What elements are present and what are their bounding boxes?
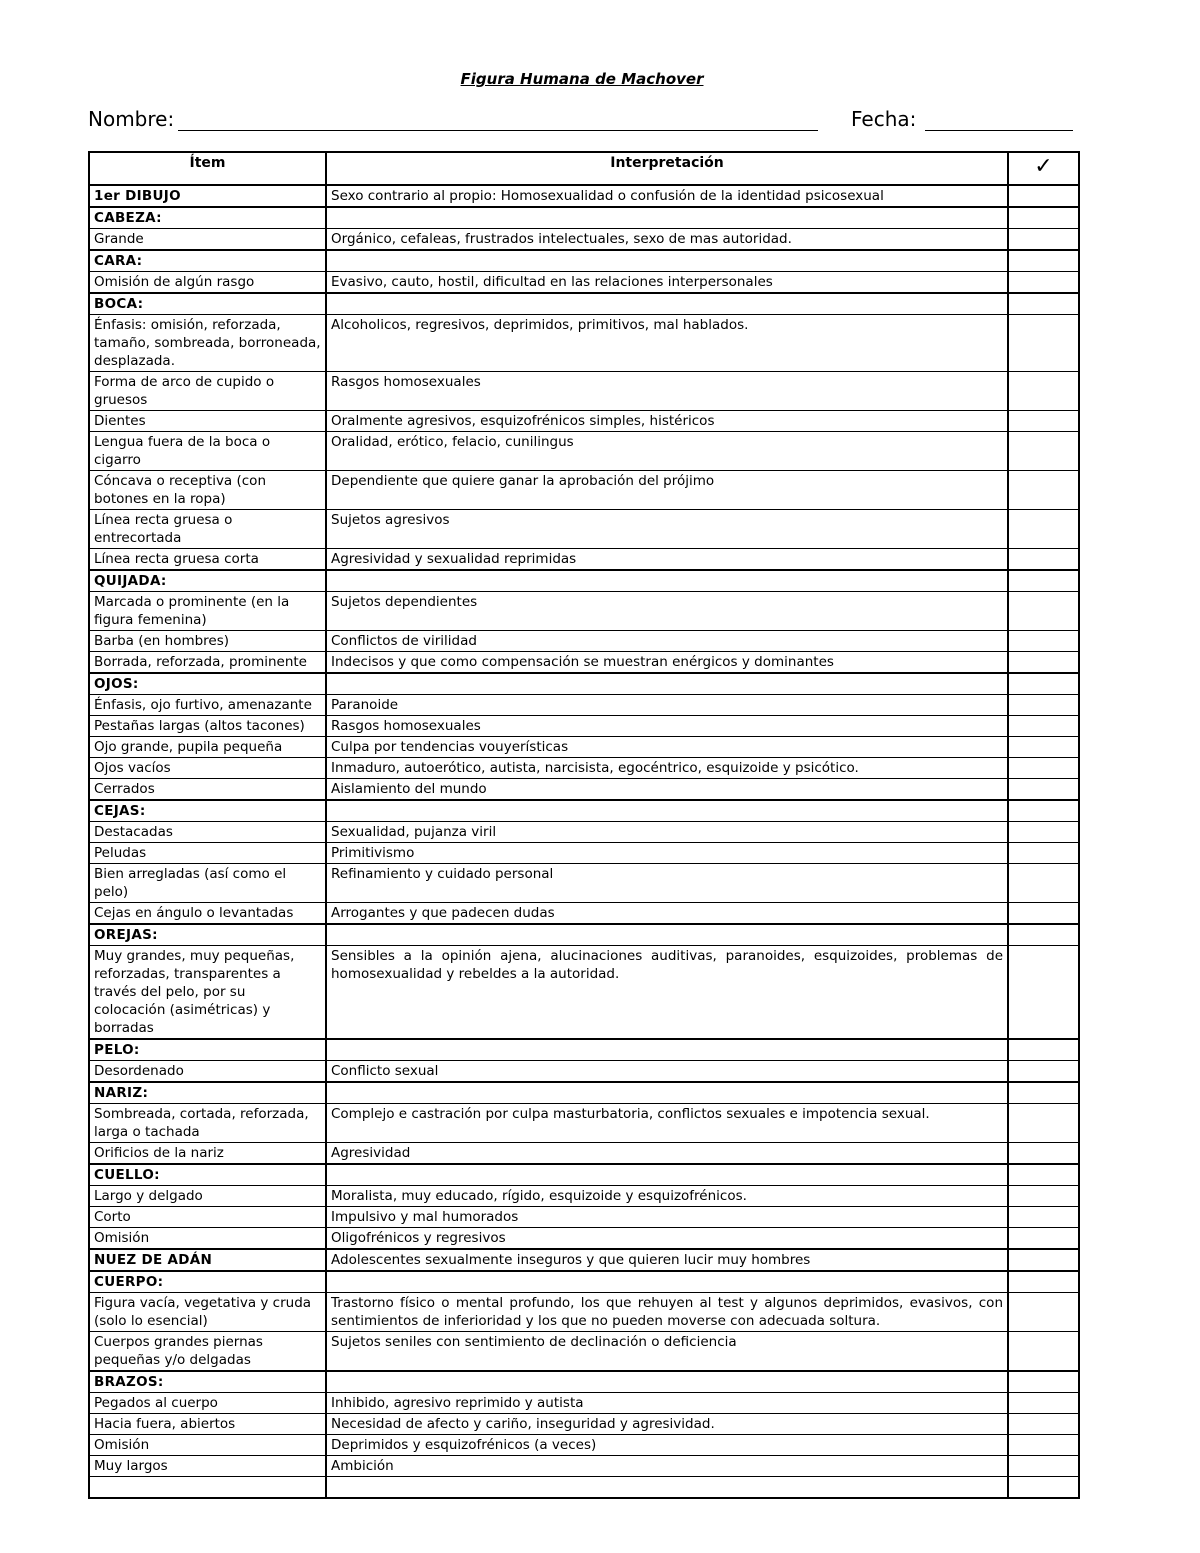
section-heading: OREJAS: <box>89 924 326 946</box>
table-row <box>89 903 1079 925</box>
check-cell[interactable] <box>1008 822 1079 843</box>
interpretation-cell <box>326 1039 1008 1061</box>
item-cell: Cóncava o receptiva (con botones en la ropa) <box>89 471 326 510</box>
check-cell[interactable] <box>1008 432 1079 471</box>
table-row <box>89 432 1079 471</box>
table-row <box>89 1104 1079 1143</box>
section-heading: CUELLO: <box>89 1164 326 1186</box>
interpretation-cell: Rasgos homosexuales <box>326 372 1008 411</box>
table-body <box>89 185 1079 1498</box>
item-cell: Grande <box>89 229 326 251</box>
table-row <box>89 372 1079 411</box>
item-cell: Pegados al cuerpo <box>89 1393 326 1414</box>
interpretation-cell: Inmaduro, autoerótico, autista, narcisista, egocéntrico, esquizoide y psicótico. <box>326 758 1008 779</box>
section-heading: CUERPO: <box>89 1271 326 1293</box>
interpretation-cell <box>326 293 1008 315</box>
section-heading: OJOS: <box>89 673 326 695</box>
check-cell[interactable] <box>1008 758 1079 779</box>
interpretation-cell: Oralmente agresivos, esquizofrénicos simples, histéricos <box>326 411 1008 432</box>
interpretation-cell <box>326 800 1008 822</box>
check-cell[interactable] <box>1008 1061 1079 1083</box>
interpretation-cell: Conflicto sexual <box>326 1061 1008 1083</box>
interpretation-cell: Agresividad y sexualidad reprimidas <box>326 549 1008 571</box>
table-row <box>89 1477 1079 1499</box>
table-row <box>89 592 1079 631</box>
table-section-row <box>89 570 1079 592</box>
interpretation-cell <box>326 924 1008 946</box>
date-field[interactable] <box>851 107 1073 133</box>
item-cell: Pestañas largas (altos tacones) <box>89 716 326 737</box>
header-item: Ítem <box>89 152 326 185</box>
name-field[interactable] <box>88 107 818 133</box>
check-cell[interactable] <box>1008 1228 1079 1250</box>
table-row <box>89 843 1079 864</box>
check-cell[interactable] <box>1008 843 1079 864</box>
interpretation-cell: Adolescentes sexualmente inseguros y que quieren lucir muy hombres <box>326 1249 1008 1271</box>
item-cell: Lengua fuera de la boca o cigarro <box>89 432 326 471</box>
table-row <box>89 652 1079 674</box>
name-label: Nombre: <box>88 107 175 131</box>
table-row <box>89 822 1079 843</box>
interpretation-cell: Rasgos homosexuales <box>326 716 1008 737</box>
check-cell[interactable] <box>1008 1249 1079 1271</box>
item-cell: Corto <box>89 1207 326 1228</box>
check-cell[interactable] <box>1008 1207 1079 1228</box>
table-section-row <box>89 250 1079 272</box>
table-row <box>89 1228 1079 1250</box>
item-cell: Largo y delgado <box>89 1186 326 1207</box>
item-cell: Desordenado <box>89 1061 326 1083</box>
interpretation-cell: Alcoholicos, regresivos, deprimidos, primitivos, mal hablados. <box>326 315 1008 372</box>
table-row <box>89 1061 1079 1083</box>
table-row <box>89 1435 1079 1456</box>
table-section-row <box>89 1271 1079 1293</box>
check-cell[interactable] <box>1008 411 1079 432</box>
interpretation-cell: Moralista, muy educado, rígido, esquizoide y esquizofrénicos. <box>326 1186 1008 1207</box>
table-row <box>89 229 1079 251</box>
check-cell[interactable] <box>1008 864 1079 903</box>
check-cell[interactable] <box>1008 1456 1079 1477</box>
document-title: Figura Humana de Machover <box>460 70 704 88</box>
check-cell[interactable] <box>1008 1371 1079 1393</box>
interpretation-cell <box>326 1477 1008 1499</box>
table-row <box>89 779 1079 801</box>
table-row <box>89 716 1079 737</box>
table-row <box>89 1332 1079 1372</box>
interpretation-cell: Ambición <box>326 1456 1008 1477</box>
check-cell[interactable] <box>1008 592 1079 631</box>
check-cell[interactable] <box>1008 800 1079 822</box>
item-cell: Énfasis, ojo furtivo, amenazante <box>89 695 326 716</box>
check-cell[interactable] <box>1008 1271 1079 1293</box>
item-cell: Omisión de algún rasgo <box>89 272 326 294</box>
check-cell[interactable] <box>1008 185 1079 207</box>
interpretation-cell <box>326 1271 1008 1293</box>
table-section-row <box>89 293 1079 315</box>
interpretation-cell: Aislamiento del mundo <box>326 779 1008 801</box>
item-cell: Ojos vacíos <box>89 758 326 779</box>
interpretation-cell: Complejo e castración por culpa masturbatoria, conflictos sexuales e impotencia sexual. <box>326 1104 1008 1143</box>
table-header-row <box>89 152 1079 185</box>
table-row <box>89 1186 1079 1207</box>
table-section-row <box>89 800 1079 822</box>
item-cell: Línea recta gruesa corta <box>89 549 326 571</box>
interpretation-cell: Deprimidos y esquizofrénicos (a veces) <box>326 1435 1008 1456</box>
item-cell: Forma de arco de cupido o gruesos <box>89 372 326 411</box>
table-row <box>89 758 1079 779</box>
item-cell: Omisión <box>89 1435 326 1456</box>
check-cell[interactable] <box>1008 510 1079 549</box>
table-row <box>89 272 1079 294</box>
table-row <box>89 1293 1079 1332</box>
interpretation-cell: Evasivo, cauto, hostil, dificultad en las relaciones interpersonales <box>326 272 1008 294</box>
item-cell: Destacadas <box>89 822 326 843</box>
item-cell: Peludas <box>89 843 326 864</box>
interpretation-cell: Sensibles a la opinión ajena, alucinaciones auditivas, paranoides, esquizoides, problemas de homosexualidad y rebeldes a la autoridad. <box>326 946 1008 1040</box>
check-cell[interactable] <box>1008 229 1079 251</box>
interpretation-cell: Trastorno físico o mental profundo, los que rehuyen al test y algunos deprimidos, evasivos, con sentimientos de inferioridad y los que no pueden moverse con adecuada soltura. <box>326 1293 1008 1332</box>
check-cell[interactable] <box>1008 1186 1079 1207</box>
check-cell[interactable] <box>1008 471 1079 510</box>
table-row <box>89 1393 1079 1414</box>
check-cell[interactable] <box>1008 1082 1079 1104</box>
table-row <box>89 411 1079 432</box>
interpretation-cell: Arrogantes y que padecen dudas <box>326 903 1008 925</box>
interpretation-cell: Culpa por tendencias vouyerísticas <box>326 737 1008 758</box>
interpretation-cell: Dependiente que quiere ganar la aprobación del prójimo <box>326 471 1008 510</box>
interpretation-cell: Indecisos y que como compensación se muestran enérgicos y dominantes <box>326 652 1008 674</box>
check-cell[interactable] <box>1008 1164 1079 1186</box>
table-row <box>89 549 1079 571</box>
interpretation-cell <box>326 570 1008 592</box>
check-cell[interactable] <box>1008 737 1079 758</box>
check-cell[interactable] <box>1008 779 1079 801</box>
table-section-row <box>89 1164 1079 1186</box>
item-cell: Línea recta gruesa o entrecortada <box>89 510 326 549</box>
item-cell: Hacia fuera, abiertos <box>89 1414 326 1435</box>
interpretation-cell: Paranoide <box>326 695 1008 716</box>
check-cell[interactable] <box>1008 924 1079 946</box>
table-row <box>89 695 1079 716</box>
item-cell: Orificios de la nariz <box>89 1143 326 1165</box>
interpretation-cell <box>326 1164 1008 1186</box>
table-section-row <box>89 207 1079 229</box>
check-cell[interactable] <box>1008 1332 1079 1372</box>
table-row <box>89 946 1079 1040</box>
item-cell: Cerrados <box>89 779 326 801</box>
interpretation-table <box>88 151 1080 1499</box>
table-row <box>89 1414 1079 1435</box>
table-row <box>89 737 1079 758</box>
interpretation-cell: Sexualidad, pujanza viril <box>326 822 1008 843</box>
table-row <box>89 1456 1079 1477</box>
interpretation-cell: Necesidad de afecto y cariño, inseguridad y agresividad. <box>326 1414 1008 1435</box>
interpretation-cell: Sujetos agresivos <box>326 510 1008 549</box>
interpretation-cell: Oralidad, erótico, felacio, cunilingus <box>326 432 1008 471</box>
section-heading: PELO: <box>89 1039 326 1061</box>
interpretation-cell: Agresividad <box>326 1143 1008 1165</box>
interpretation-cell: Refinamiento y cuidado personal <box>326 864 1008 903</box>
interpretation-cell: Sujetos dependientes <box>326 592 1008 631</box>
section-heading: BOCA: <box>89 293 326 315</box>
interpretation-cell <box>326 1371 1008 1393</box>
section-heading: 1er DIBUJO <box>89 185 326 207</box>
item-cell: Ojo grande, pupila pequeña <box>89 737 326 758</box>
date-blank-line[interactable] <box>925 130 1073 131</box>
check-cell[interactable] <box>1008 1104 1079 1143</box>
table-section-row <box>89 1371 1079 1393</box>
check-cell[interactable] <box>1008 1393 1079 1414</box>
table-row <box>89 631 1079 652</box>
section-heading: CEJAS: <box>89 800 326 822</box>
item-cell: Dientes <box>89 411 326 432</box>
check-cell[interactable] <box>1008 207 1079 229</box>
item-cell: Cejas en ángulo o levantadas <box>89 903 326 925</box>
name-blank-line[interactable] <box>178 130 818 131</box>
item-cell <box>89 1477 326 1499</box>
interpretation-cell: Impulsivo y mal humorados <box>326 1207 1008 1228</box>
check-cell[interactable] <box>1008 549 1079 571</box>
check-cell[interactable] <box>1008 293 1079 315</box>
check-cell[interactable] <box>1008 1414 1079 1435</box>
item-cell: Énfasis: omisión, reforzada, tamaño, sombreada, borroneada, desplazada. <box>89 315 326 372</box>
check-cell[interactable] <box>1008 272 1079 294</box>
section-heading: CARA: <box>89 250 326 272</box>
interpretation-cell <box>326 1082 1008 1104</box>
header-interpretation: Interpretación <box>326 152 1008 185</box>
interpretation-cell <box>326 207 1008 229</box>
table-section-row <box>89 924 1079 946</box>
table-section-row <box>89 185 1079 207</box>
interpretation-cell: Inhibido, agresivo reprimido y autista <box>326 1393 1008 1414</box>
check-cell[interactable] <box>1008 570 1079 592</box>
table-row <box>89 1207 1079 1228</box>
table-row <box>89 315 1079 372</box>
check-cell[interactable] <box>1008 673 1079 695</box>
item-cell: Borrada, reforzada, prominente <box>89 652 326 674</box>
item-cell: Marcada o prominente (en la figura femenina) <box>89 592 326 631</box>
item-cell: Muy largos <box>89 1456 326 1477</box>
section-heading: NARIZ: <box>89 1082 326 1104</box>
table-row <box>89 864 1079 903</box>
section-heading: NUEZ DE ADÁN <box>89 1249 326 1271</box>
interpretation-cell <box>326 250 1008 272</box>
check-cell[interactable] <box>1008 315 1079 372</box>
interpretation-cell: Orgánico, cefaleas, frustrados intelectuales, sexo de mas autoridad. <box>326 229 1008 251</box>
interpretation-cell: Sujetos seniles con sentimiento de declinación o deficiencia <box>326 1332 1008 1372</box>
header-check-icon: ✓ <box>1008 152 1079 185</box>
item-cell: Cuerpos grandes piernas pequeñas y/o delgadas <box>89 1332 326 1372</box>
table-section-row <box>89 1082 1079 1104</box>
check-cell[interactable] <box>1008 1143 1079 1165</box>
table-row <box>89 1143 1079 1165</box>
interpretation-cell <box>326 673 1008 695</box>
table-row <box>89 471 1079 510</box>
item-cell: Sombreada, cortada, reforzada, larga o tachada <box>89 1104 326 1143</box>
table-row <box>89 510 1079 549</box>
interpretation-cell: Sexo contrario al propio: Homosexualidad o confusión de la identidad psicosexual <box>326 185 1008 207</box>
check-cell[interactable] <box>1008 1039 1079 1061</box>
check-cell[interactable] <box>1008 1435 1079 1456</box>
check-cell[interactable] <box>1008 716 1079 737</box>
table-section-row <box>89 1249 1079 1271</box>
check-cell[interactable] <box>1008 652 1079 674</box>
item-cell: Barba (en hombres) <box>89 631 326 652</box>
table-section-row <box>89 1039 1079 1061</box>
item-cell: Figura vacía, vegetativa y cruda (solo lo esencial) <box>89 1293 326 1332</box>
check-cell[interactable] <box>1008 250 1079 272</box>
check-cell[interactable] <box>1008 1477 1079 1499</box>
table-section-row <box>89 673 1079 695</box>
section-heading: BRAZOS: <box>89 1371 326 1393</box>
check-cell[interactable] <box>1008 903 1079 925</box>
date-label: Fecha: <box>851 107 917 131</box>
check-cell[interactable] <box>1008 695 1079 716</box>
section-heading: QUIJADA: <box>89 570 326 592</box>
item-cell: Bien arregladas (así como el pelo) <box>89 864 326 903</box>
check-cell[interactable] <box>1008 1293 1079 1332</box>
check-cell[interactable] <box>1008 372 1079 411</box>
interpretation-cell: Oligofrénicos y regresivos <box>326 1228 1008 1250</box>
item-cell: Omisión <box>89 1228 326 1250</box>
interpretation-cell: Primitivismo <box>326 843 1008 864</box>
check-cell[interactable] <box>1008 631 1079 652</box>
item-cell: Muy grandes, muy pequeñas, reforzadas, transparentes a través del pelo, por su colocación (asimétricas) y borradas <box>89 946 326 1040</box>
section-heading: CABEZA: <box>89 207 326 229</box>
check-cell[interactable] <box>1008 946 1079 1040</box>
interpretation-cell: Conflictos de virilidad <box>326 631 1008 652</box>
